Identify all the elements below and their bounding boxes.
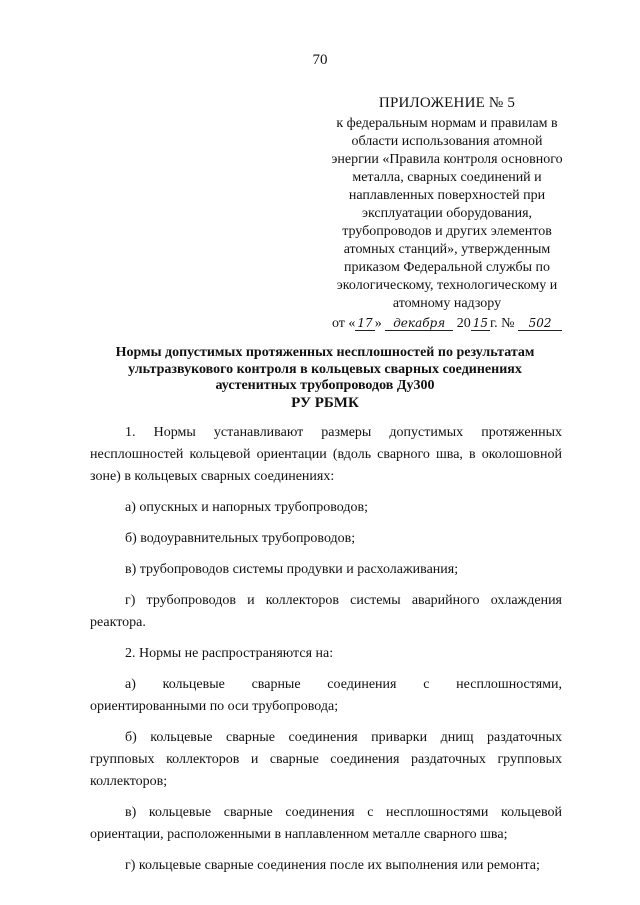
page-number: 70 — [312, 52, 328, 68]
paragraph-1-line: зоне) в кольцевых сварных соединениях: — [90, 469, 335, 484]
list-item-a: а) опускных и напорных трубопроводов; — [125, 500, 368, 515]
list-item-v: в) трубопроводов системы продувки и расхолаживания; — [125, 562, 459, 577]
date-quote-close: » — [374, 316, 382, 331]
document-heading — [90, 345, 560, 411]
date-year-prefix: 20 — [456, 316, 471, 331]
appendix-line: к федеральным нормам и правилам в — [336, 116, 558, 131]
heading-line: РУ РБМК — [291, 394, 359, 411]
appendix-line: приказом Федеральной службы по — [344, 260, 550, 275]
heading-line: ультразвукового контроля в кольцевых сварных соединениях — [128, 361, 522, 377]
paragraph-1-line: 1. Нормы устанавливают размеры допустимых протяженных — [125, 425, 562, 440]
exclusion-item-v-cont: ориентации, расположенными в наплавленном металле сварного шва; — [90, 827, 508, 842]
appendix-line: экологическому, технологическому и — [336, 278, 558, 293]
appendix-line: атомных станций», утвержденным — [343, 242, 551, 257]
appendix-title: ПРИЛОЖЕНИЕ № 5 — [378, 95, 516, 111]
list-item-g: г) трубопроводов и коллекторов системы аварийного охлаждения — [125, 593, 562, 608]
appendix-line: наплавленных поверхностей при — [348, 188, 546, 203]
appendix-line: атомному надзору — [392, 296, 502, 311]
heading-line: Нормы допустимых протяженных несплошностей по результатам — [115, 345, 535, 360]
appendix-line: энергии «Правила контроля основного — [331, 152, 563, 167]
list-item-g-cont: реактора. — [90, 615, 146, 630]
exclusion-item-a-cont: ориентированными по оси трубопровода; — [90, 699, 339, 714]
exclusion-item-b-cont: групповых коллекторов и сварные соединения раздаточных групповых — [90, 752, 562, 767]
date-year-suffix: г. № — [489, 316, 515, 331]
exclusion-item-a: а) кольцевые сварные соединения с несплошностями, — [125, 677, 562, 692]
exclusion-item-g: г) кольцевые сварные соединения после их выполнения или ремонта; — [125, 858, 540, 873]
date-prefix: от « — [331, 316, 356, 331]
exclusion-item-v: в) кольцевые сварные соединения с несплошностями кольцевой — [125, 805, 562, 820]
exclusion-item-b-cont: коллекторов; — [90, 774, 168, 789]
appendix-line: трубопроводов и других элементов — [342, 224, 552, 239]
appendix-line: эксплуатации оборудования, — [361, 206, 533, 221]
date-year: 15 — [472, 316, 488, 330]
heading-line: аустенитных трубопроводов Ду300 — [215, 378, 435, 393]
appendix-line: металла, сварных соединений и — [352, 170, 542, 185]
exclusion-item-b: б) кольцевые сварные соединения приварки днищ раздаточных — [125, 730, 562, 745]
paragraph-2: 2. Нормы не распространяются на: — [125, 646, 334, 661]
paragraph-1-line: несплошностей кольцевой ориентации (вдоль сварного шва, в околошовной — [90, 447, 562, 462]
appendix-block — [302, 94, 592, 333]
list-item-b: б) водоуравнительных трубопроводов; — [125, 531, 356, 546]
document-body — [90, 422, 562, 877]
date-day: 17 — [357, 316, 373, 330]
order-date-line — [302, 315, 592, 333]
order-number: 502 — [518, 316, 562, 331]
appendix-line: области использования атомной — [351, 134, 543, 149]
date-month: декабря — [385, 316, 453, 331]
